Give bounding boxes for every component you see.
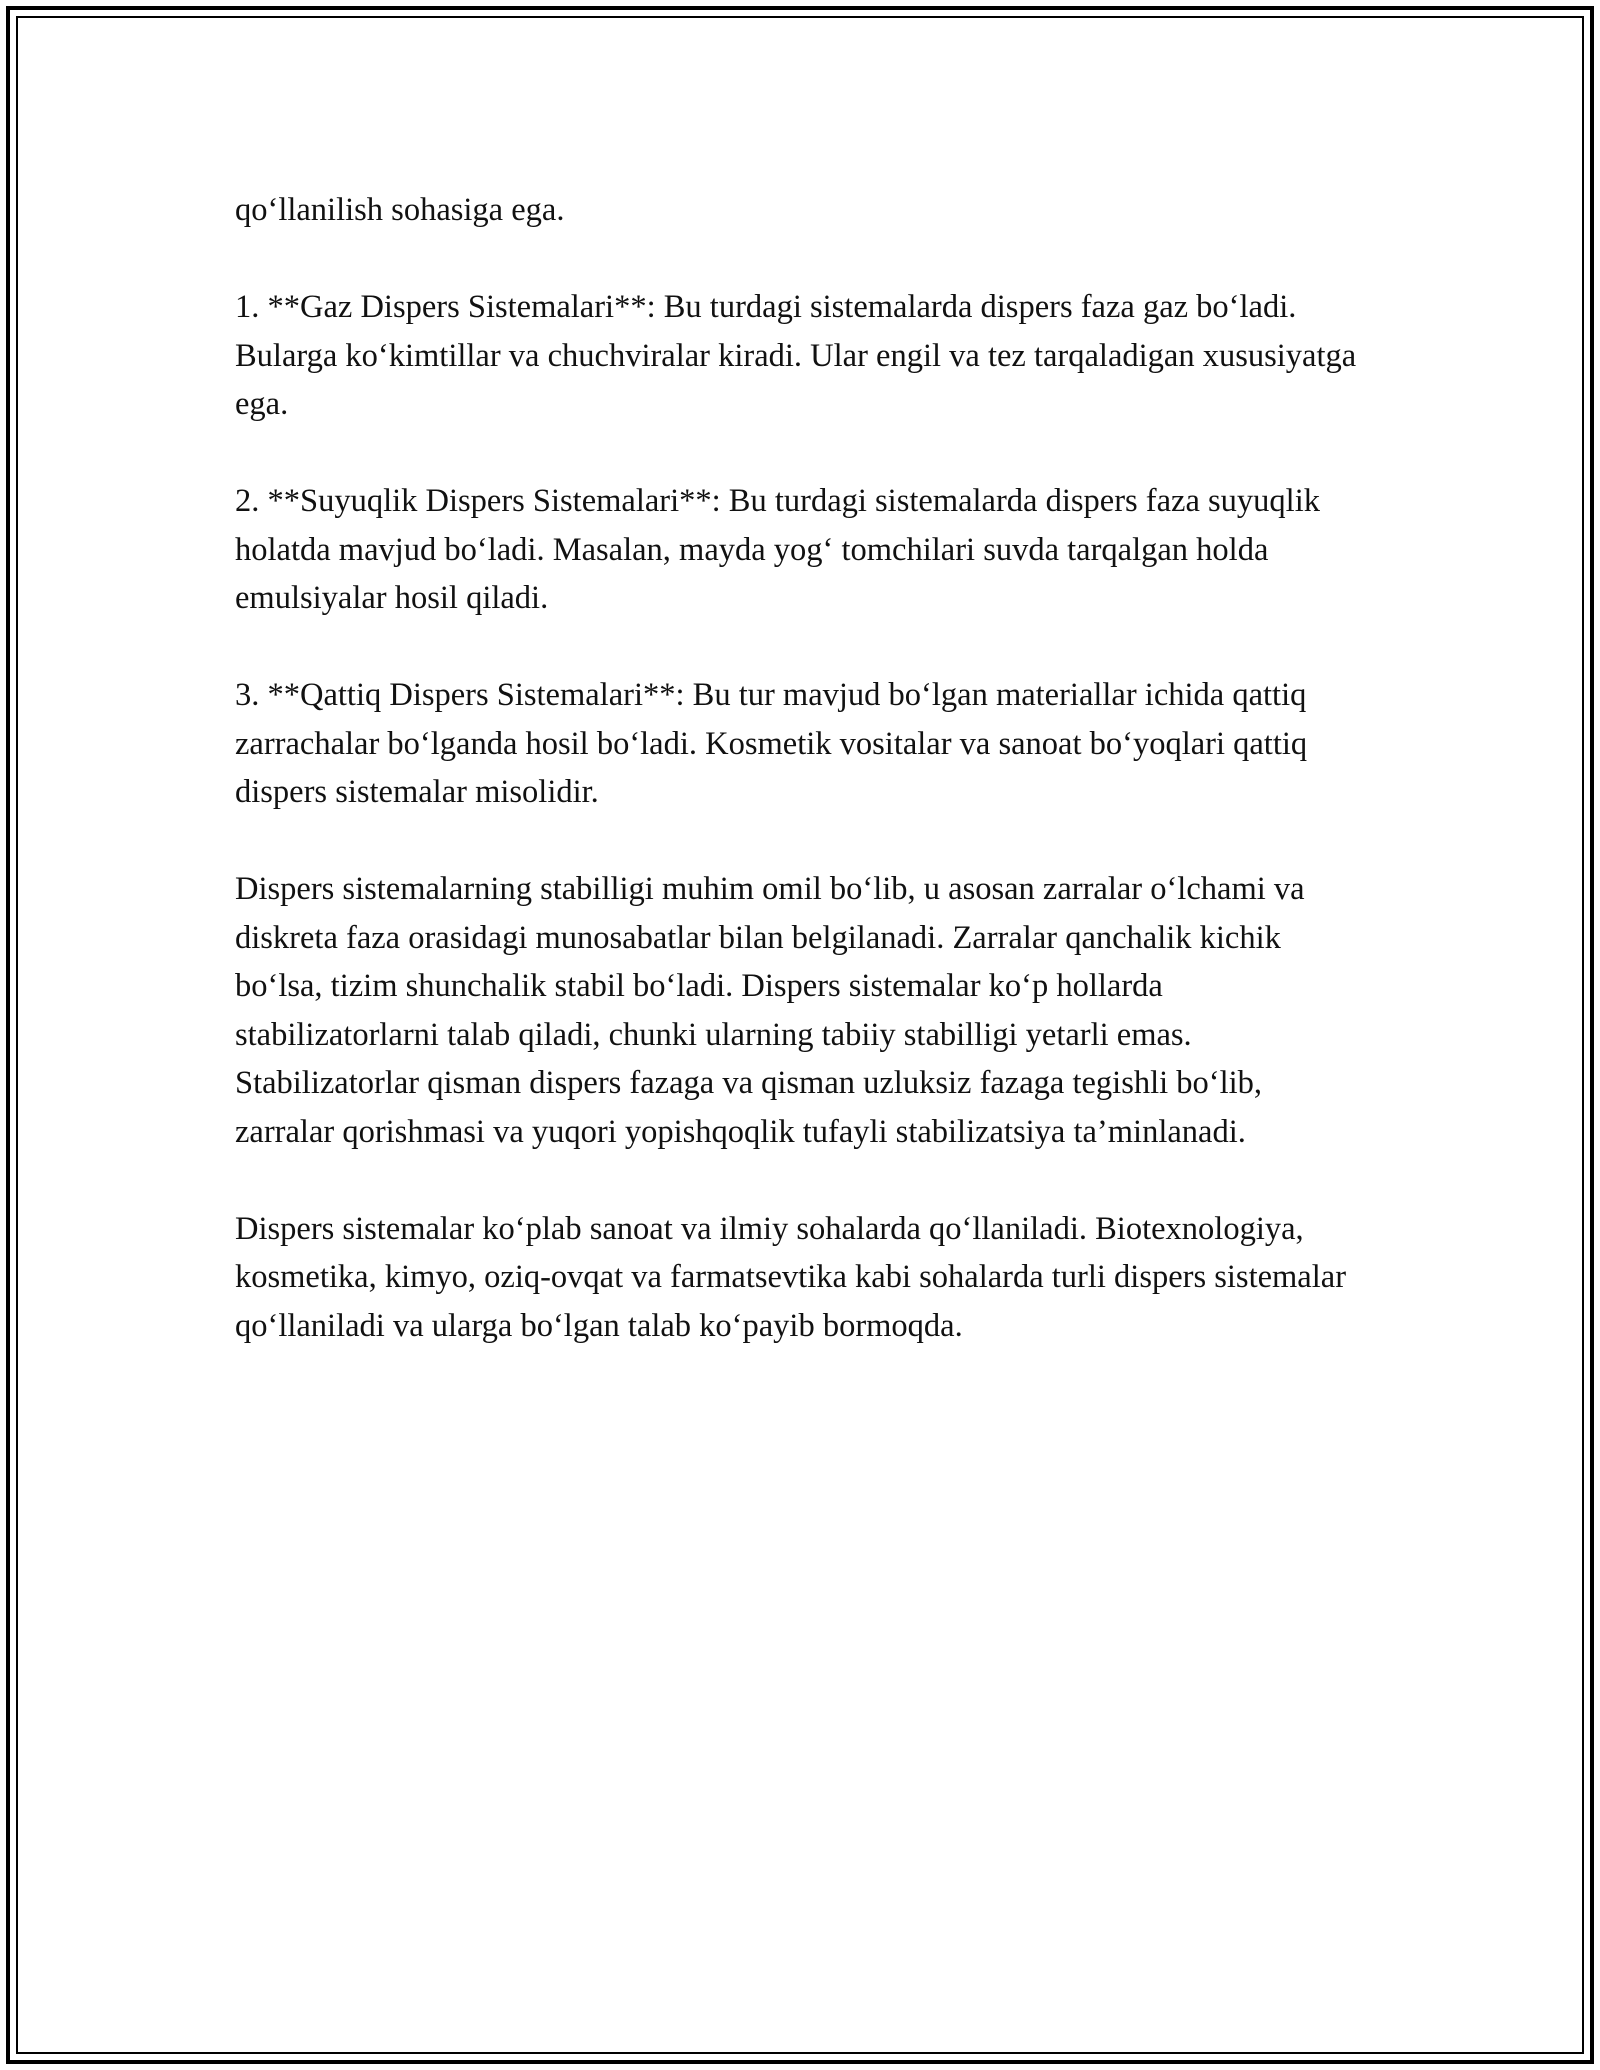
paragraph-stability: Dispers sistemalarning stabilligi muhim omil bo‘lib, u asosan zarralar o‘lchami va diskreta faza orasidagi munosabatlar bilan belgilanadi. Zarralar qanchalik kichik bo‘lsa, tizim shunchalik stabil bo‘ladi. Dispers sistemalar ko‘p hollarda stabilizatorlarni talab qiladi, chunki ularning tabiiy stabilligi yetarli emas. Stabilizatorlar qisman dispers fazaga va qisman uzluksiz fazaga tegishli bo‘lib, zarralar qorishmasi va yuqori yopishqoqlik tufayli stabilizatsiya ta’minlanadi.: [235, 871, 1305, 1150]
paragraph-liquid-dispersions: 2. **Suyuqlik Dispers Sistemalari**: Bu turdagi sistemalarda dispers faza suyuqlik holatda mavjud bo‘ladi. Masalan, mayda yog‘ tomchilari suvda tarqalgan holda emulsiyalar hosil qiladi.: [235, 483, 1320, 616]
paragraph-solid-dispersions: 3. **Qattiq Dispers Sistemalari**: Bu tur mavjud bo‘lgan materiallar ichida qattiq zarrachalar bo‘lganda hosil bo‘ladi. Kosmetik vositalar va sanoat bo‘yoqlari qattiq dispers sistemalar misolidir.: [235, 677, 1308, 810]
paragraph-gas-dispersions: 1. **Gaz Dispers Sistemalari**: Bu turdagi sistemalarda dispers faza gaz bo‘ladi. Bularga ko‘kimtillar va chuchviralar kiradi. Ular engil va tez tarqaladigan xususiyatga ega.: [235, 289, 1357, 422]
document-body: [235, 186, 1365, 1350]
paragraph-applications: Dispers sistemalar ko‘plab sanoat va ilmiy sohalarda qo‘llaniladi. Biotexnologiya, kosmetika, kimyo, oziq-ovqat va farmatsevtika kabi sohalarda turli dispers sistemalar qo‘llaniladi va ularga bo‘lgan talab ko‘payib bormoqda.: [235, 1210, 1347, 1344]
paragraph-continuation: qo‘llanilish sohasiga ega.: [235, 192, 565, 228]
